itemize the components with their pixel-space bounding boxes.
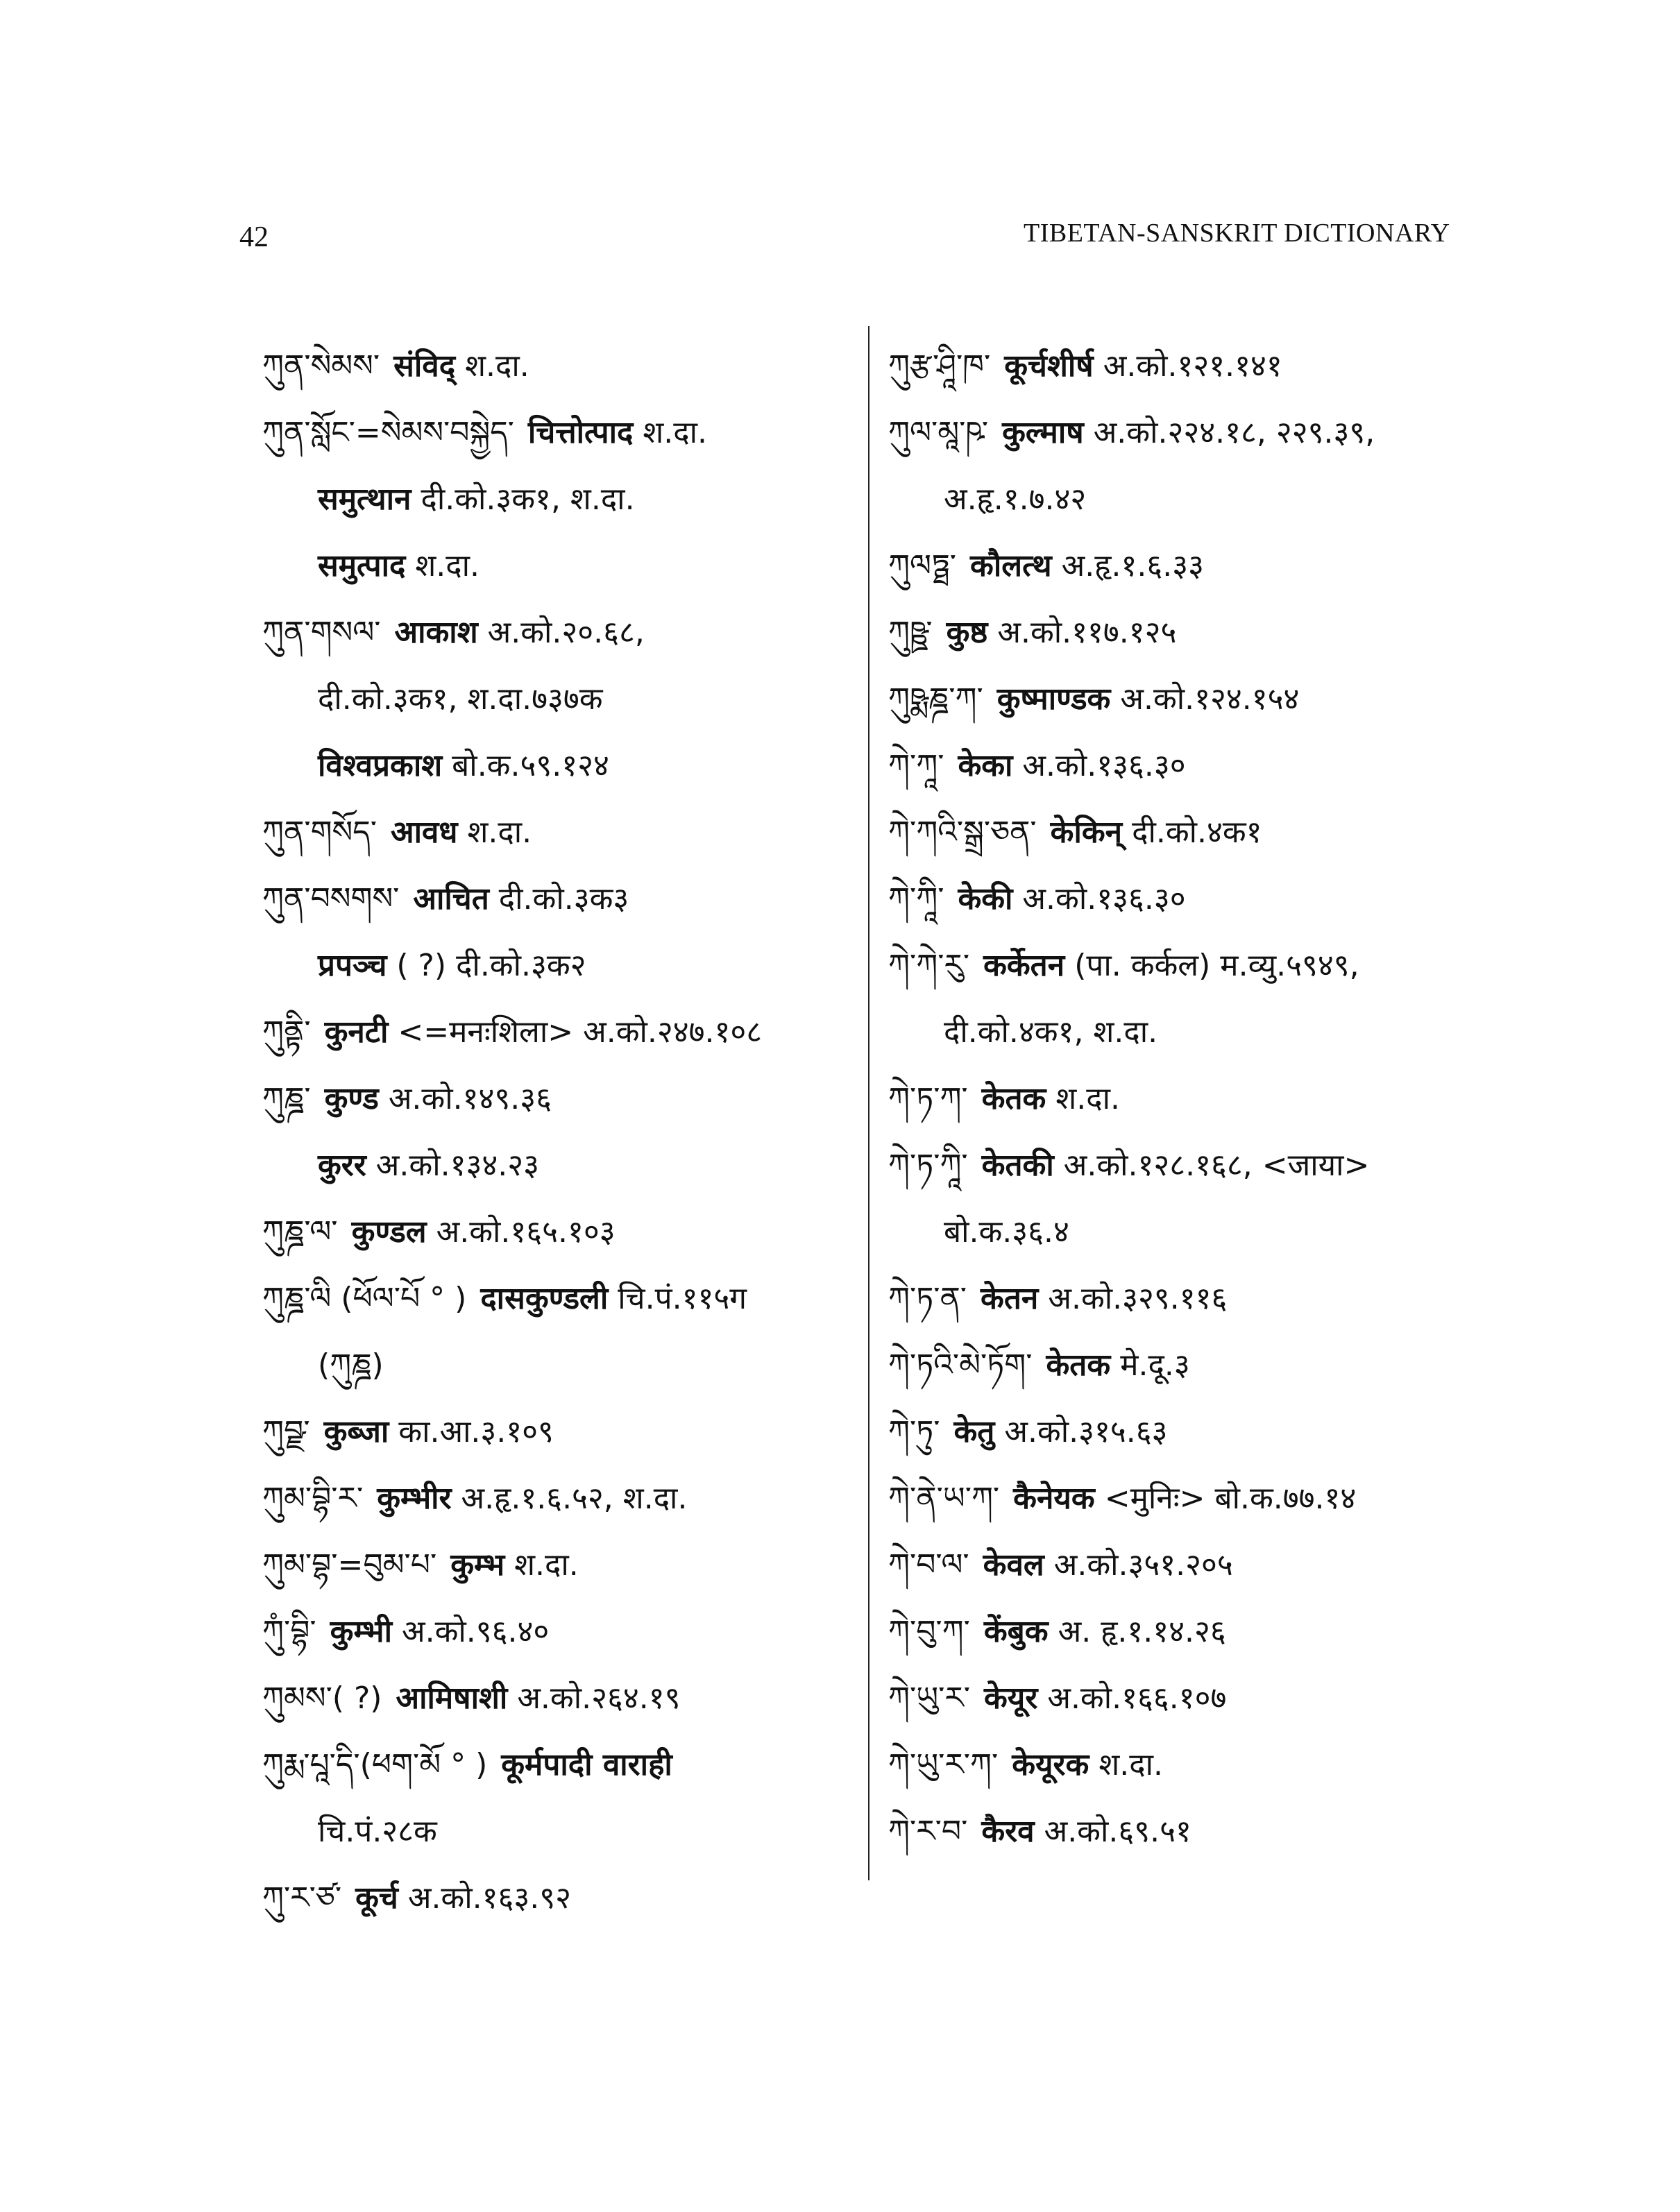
sanskrit-equivalent: कुल्माष — [1002, 415, 1084, 450]
source-reference: श.दा. — [643, 415, 708, 450]
dictionary-entry — [262, 999, 852, 1066]
tibetan-headword: ཀུབྫ་ — [262, 1414, 310, 1449]
source-reference: चि.पं.२८क — [318, 1814, 437, 1849]
sanskrit-equivalent: कैरव — [981, 1814, 1035, 1849]
tibetan-headword: ཀུརྨ་པཱ་དི་(ཕག་མོ ° ) — [262, 1747, 488, 1783]
dictionary-entry — [262, 933, 852, 999]
dictionary-entry — [888, 1532, 1513, 1599]
source-reference: अ.को.१२४.१५४ — [1120, 681, 1300, 717]
dictionary-entry — [888, 866, 1513, 933]
tibetan-headword: ཀུམ་བྷ་=བུམ་པ་ — [262, 1547, 437, 1583]
tibetan-headword: ཀུན་སློང་=སེམས་བསྐྱེད་ — [262, 415, 514, 450]
sanskrit-equivalent: केतकी — [981, 1148, 1054, 1183]
dictionary-entry — [888, 466, 1513, 533]
dictionary-entry — [262, 1465, 852, 1532]
tibetan-headword: ཀུན་སེམས་ — [262, 348, 380, 384]
sanskrit-equivalent: कुण्डल — [351, 1214, 427, 1250]
source-reference: (पा. कर्कल) म.व्यु.५९४९, — [1074, 948, 1359, 983]
tibetan-headword: ཀུལཏྠ་ — [888, 548, 957, 584]
dictionary-entry — [262, 1798, 852, 1865]
source-reference: <मुनिः> बो.क.७७.१४ — [1104, 1481, 1357, 1516]
dictionary-entry — [262, 466, 852, 533]
source-reference: अ.को.३५१.२०५ — [1053, 1547, 1233, 1583]
source-reference: अ. हृ.१.१४.२६ — [1058, 1614, 1226, 1649]
tibetan-headword: ཀུམས་( ?) — [262, 1681, 382, 1716]
dictionary-entry — [888, 1798, 1513, 1865]
tibetan-headword: ཀུན་གསོད་ — [262, 815, 377, 850]
source-reference: <=मनःशिला> अ.को.२४७.१०८ — [398, 1014, 763, 1050]
dictionary-entry — [262, 799, 852, 866]
tibetan-headword: ཀེ་ཏའི་མེ་ཏོག་ — [888, 1347, 1033, 1383]
source-reference: श.दा. — [1098, 1747, 1163, 1783]
sanskrit-equivalent: कुरर — [318, 1148, 366, 1183]
dictionary-entry — [262, 1399, 852, 1465]
dictionary-entry — [262, 1732, 852, 1798]
source-reference: अ.को.३२९.११६ — [1048, 1281, 1228, 1316]
tibetan-headword: ཀེ་ཀཱ་ — [888, 748, 944, 783]
source-reference: दी.को.४क१, श.दा. — [944, 1014, 1158, 1050]
sanskrit-equivalent: कुब्जा — [323, 1414, 389, 1449]
tibetan-headword: ཀུནྟི་ — [262, 1014, 311, 1050]
sanskrit-equivalent: आकाश — [394, 615, 478, 650]
tibetan-headword: ཀེ་ཀའི་སྒྲ་ཅན་ — [888, 815, 1037, 850]
tibetan-headword: ཀེ་ཏ་ན་ — [888, 1281, 967, 1316]
tibetan-headword: ཀེ་ཏ་ཀ་ — [888, 1081, 968, 1116]
dictionary-entry — [888, 599, 1513, 666]
tibetan-headword: ཀུཎྜ་ལ་ — [262, 1214, 338, 1250]
source-reference: (ཀུཎྜ) — [318, 1347, 384, 1383]
tibetan-headword: ཀེ་བུ་ཀ་ — [888, 1614, 970, 1649]
dictionary-entry — [888, 1732, 1513, 1798]
dictionary-entry — [262, 599, 852, 666]
sanskrit-equivalent: विश्वप्रकाश — [318, 748, 443, 783]
source-reference: दी.को.३क१, श.दा. — [421, 482, 635, 517]
dictionary-entry — [888, 400, 1513, 466]
dictionary-entry — [888, 533, 1513, 599]
sanskrit-equivalent: केतन — [981, 1281, 1039, 1316]
dictionary-entry — [262, 1532, 852, 1599]
sanskrit-equivalent: केतक — [981, 1081, 1046, 1116]
tibetan-headword: ཀེ་ཏུ་ — [888, 1414, 940, 1449]
dictionary-entry — [262, 333, 852, 400]
source-reference: दी.को.४क१ — [1132, 815, 1262, 850]
tibetan-headword: ཀུརྩ་ཤཱི་ཁ་ — [888, 348, 991, 384]
source-reference: श.दा. — [465, 348, 529, 384]
sanskrit-equivalent: कौलत्थ — [970, 548, 1052, 584]
source-reference: ( ?) दी.को.३क२ — [396, 948, 586, 983]
source-reference: बो.क.३६.४ — [944, 1214, 1069, 1250]
dictionary-entry — [262, 1266, 852, 1332]
sanskrit-equivalent: केतु — [953, 1414, 995, 1449]
tibetan-headword: ཀུཥྛ་ — [888, 615, 933, 650]
dictionary-entry — [262, 533, 852, 599]
dictionary-entry — [888, 1665, 1513, 1732]
left-column — [262, 333, 852, 1932]
dictionary-entry — [888, 1132, 1513, 1199]
source-reference: अ.को.१२१.१४१ — [1103, 348, 1282, 384]
dictionary-entry — [888, 666, 1513, 733]
dictionary-entry — [888, 933, 1513, 999]
tibetan-headword: ཀུན་བསགས་ — [262, 881, 400, 917]
sanskrit-equivalent: केकी — [958, 881, 1013, 917]
source-reference: चि.पं.११५ग — [618, 1281, 747, 1316]
tibetan-headword: ཀེ་ཡུ་ར་ཀ་ — [888, 1747, 999, 1783]
tibetan-headword: ཀེ་ནེ་ཡ་ཀ་ — [888, 1481, 1000, 1516]
dictionary-entry — [262, 1865, 852, 1932]
sanskrit-equivalent: प्रपञ्च — [318, 948, 387, 983]
source-reference: अ.को.१३६.३० — [1022, 748, 1186, 783]
source-reference: अ.को.१४९.३६ — [388, 1081, 552, 1116]
source-reference: दी.को.३क३ — [498, 881, 629, 917]
running-header: TIBETAN-SANSKRIT DICTIONARY — [1024, 219, 1450, 248]
source-reference: मे.दू.३ — [1120, 1347, 1190, 1383]
source-reference: श.दा. — [467, 815, 532, 850]
source-reference: श.दा. — [415, 548, 480, 584]
source-reference: अ.को.१२८.१६८, <जाया> — [1063, 1148, 1370, 1183]
page-number: 42 — [239, 221, 269, 253]
sanskrit-equivalent: समुत्थान — [318, 482, 411, 517]
source-reference: अ.को.९६.४० — [402, 1614, 550, 1649]
right-column — [888, 333, 1513, 1865]
dictionary-entry — [262, 666, 852, 733]
sanskrit-equivalent: कूर्च — [355, 1880, 398, 1916]
tibetan-headword: ཀུཾ་བྷི་ — [262, 1614, 316, 1649]
tibetan-headword: ཀེ་ཀཱི་ — [888, 881, 944, 917]
sanskrit-equivalent: कर्केतन — [983, 948, 1065, 983]
source-reference: बो.क.५९.१२४ — [452, 748, 609, 783]
dictionary-entry — [262, 400, 852, 466]
source-reference: अ.हृ.१.६.३३ — [1061, 548, 1204, 584]
dictionary-entry — [262, 1332, 852, 1399]
source-reference: अ.हृ.१.६.५२, श.दा. — [461, 1481, 688, 1516]
dictionary-entry — [888, 733, 1513, 799]
dictionary-entry — [262, 1599, 852, 1665]
source-reference: अ.को.२०.६८, — [487, 615, 645, 650]
sanskrit-equivalent: संविद् — [393, 348, 456, 384]
tibetan-headword: ཀེ་ཏ་ཀཱི་ — [888, 1148, 968, 1183]
source-reference: अ.को.१६५.१०३ — [436, 1214, 616, 1250]
dictionary-entry — [262, 733, 852, 799]
sanskrit-equivalent: केयूरक — [1012, 1747, 1089, 1783]
sanskrit-equivalent: कूर्मपादी वाराही — [501, 1747, 672, 1783]
dictionary-entry — [262, 1199, 852, 1266]
source-reference: अ.को.१६६.१०७ — [1047, 1681, 1227, 1716]
sanskrit-equivalent: केतक — [1046, 1347, 1111, 1383]
sanskrit-equivalent: दासकुण्डली — [480, 1281, 609, 1316]
tibetan-headword: ཀེ་ཡུ་ར་ — [888, 1681, 971, 1716]
dictionary-entry — [888, 1266, 1513, 1332]
sanskrit-equivalent: कुम्भीर — [377, 1481, 452, 1516]
sanskrit-equivalent: केकिन् — [1050, 815, 1123, 850]
dictionary-entry — [888, 799, 1513, 866]
source-reference: श.दा. — [514, 1547, 579, 1583]
dictionary-entry — [888, 1066, 1513, 1132]
tibetan-headword: ཀུམ་བྷི་ར་ — [262, 1481, 364, 1516]
source-reference: अ.हृ.१.७.४२ — [944, 482, 1087, 517]
dictionary-entry — [262, 1066, 852, 1132]
tibetan-headword: ཀུཎྜ་ — [262, 1081, 311, 1116]
sanskrit-equivalent: समुत्पाद — [318, 548, 406, 584]
source-reference: अ.को.६९.५१ — [1044, 1814, 1191, 1849]
dictionary-entry — [888, 999, 1513, 1066]
tibetan-headword: ཀུལ་མཱ་ཥ་ — [888, 415, 989, 450]
sanskrit-equivalent: केवल — [983, 1547, 1044, 1583]
source-reference: अ.को.११७.१२५ — [997, 615, 1177, 650]
source-reference: का.आ.३.१०९ — [398, 1414, 554, 1449]
dictionary-entry — [888, 1465, 1513, 1532]
tibetan-headword: ཀུཎྜ་ལི (ཕོལ་པོ ° ) — [262, 1281, 467, 1316]
dictionary-entry — [262, 866, 852, 933]
sanskrit-equivalent: कुष्माण्डक — [996, 681, 1111, 717]
sanskrit-equivalent: कुण्ड — [324, 1081, 379, 1116]
dictionary-entry — [888, 1599, 1513, 1665]
sanskrit-equivalent: आचित — [413, 881, 489, 917]
sanskrit-equivalent: कूर्चशीर्ष — [1004, 348, 1094, 384]
source-reference: अ.को.१३४.२३ — [375, 1148, 539, 1183]
tibetan-headword: ཀུ་ར་ཙ་ — [262, 1880, 342, 1916]
sanskrit-equivalent: चित्तोत्पाद — [527, 415, 634, 450]
source-reference: श.दा. — [1055, 1081, 1120, 1116]
tibetan-headword: ཀེ་བ་ལ་ — [888, 1547, 969, 1583]
dictionary-entry — [888, 333, 1513, 400]
source-reference: अ.को.३१५.६३ — [1004, 1414, 1168, 1449]
dictionary-entry — [888, 1399, 1513, 1465]
sanskrit-equivalent: कुष्ठ — [946, 615, 988, 650]
sanskrit-equivalent: कैनेयक — [1013, 1481, 1095, 1516]
dictionary-entry — [262, 1132, 852, 1199]
dictionary-entry — [888, 1332, 1513, 1399]
source-reference: अ.को.२६४.१९ — [517, 1681, 681, 1716]
source-reference: दी.को.३क१, श.दा.७३७क — [318, 681, 603, 717]
sanskrit-equivalent: केयूर — [984, 1681, 1038, 1716]
source-reference: अ.को.१३६.३० — [1022, 881, 1186, 917]
dictionary-entry — [262, 1665, 852, 1732]
tibetan-headword: ཀུན་གསལ་ — [262, 615, 381, 650]
sanskrit-equivalent: केका — [958, 748, 1013, 783]
tibetan-headword: ཀུཥྨཎྜ་ཀ་ — [888, 681, 983, 717]
column-divider — [868, 326, 869, 1880]
tibetan-headword: ཀེ་ཀེ་རུ་ — [888, 948, 970, 983]
source-reference: अ.को.२२४.१८, २२९.३९, — [1093, 415, 1375, 450]
source-reference: अ.को.१६३.९२ — [407, 1880, 571, 1916]
sanskrit-equivalent: आवध — [390, 815, 458, 850]
sanskrit-equivalent: कुम्भी — [330, 1614, 392, 1649]
dictionary-entry — [888, 1199, 1513, 1266]
sanskrit-equivalent: कुनटी — [324, 1014, 389, 1050]
sanskrit-equivalent: आमिषाशी — [396, 1681, 508, 1716]
sanskrit-equivalent: कुम्भ — [450, 1547, 505, 1583]
tibetan-headword: ཀེ་ར་བ་ — [888, 1814, 968, 1849]
sanskrit-equivalent: केंबुक — [983, 1614, 1049, 1649]
